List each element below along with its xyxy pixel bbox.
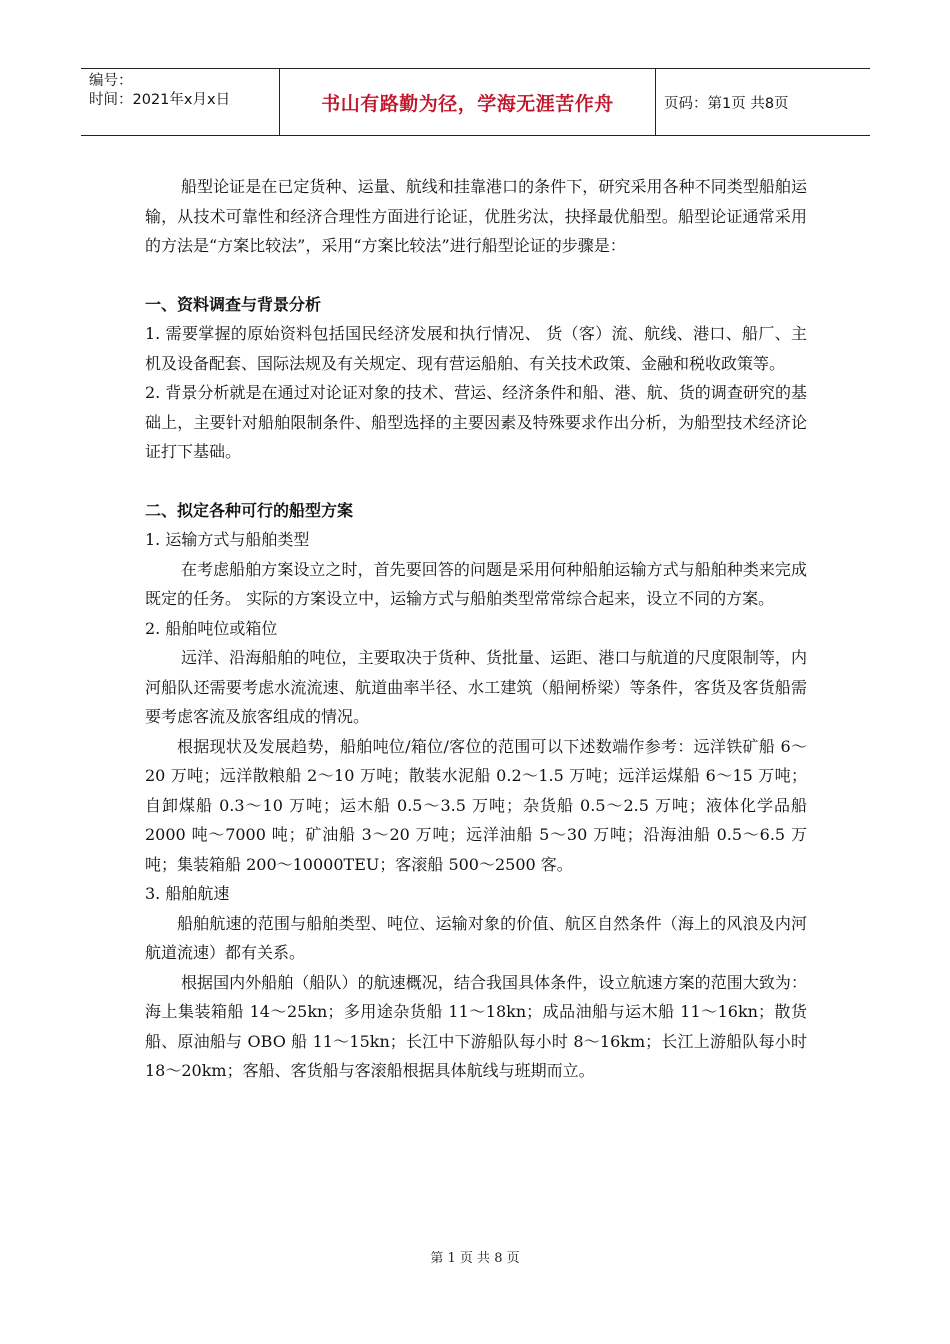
header-meta	[81, 69, 280, 135]
header-motto: 书山有路勤为径，学海无涯苦作舟	[280, 69, 656, 135]
subsection-speed-paragraph-2: 根据国内外船舶（船队）的航速概况，结合我国具体条件，设立航速方案的范围大致为：海上集装箱船 14～25kn；多用途杂货船 11～18kn；成品油船与运木船 11～16kn；散货船、原油船与 OBO 船 11～15kn；长江中下游船队每小时 8～16km；长江上游船队每小时 18～20km；客船、客货船与客滚船根据具体航线与班期而立。	[145, 972, 807, 1080]
subsection-speed-title: 3. 船舶航速	[145, 884, 230, 903]
section2-title: 二、拟定各种可行的船型方案	[145, 500, 354, 520]
number-label: 编号：	[89, 73, 133, 89]
document-body	[145, 172, 807, 1086]
document-header	[81, 68, 870, 136]
page-footer: 第 1 页 共 8 页	[430, 1251, 520, 1266]
section1-title: 一、资料调查与背景分析	[145, 294, 322, 314]
subsection-transport-title: 1. 运输方式与船舶类型	[145, 530, 310, 549]
subsection-speed-paragraph-1: 船舶航速的范围与船舶类型、吨位、运输对象的价值、航区自然条件（海上的风浪及内河航道流速）都有关系。	[145, 913, 807, 962]
subsection-tonnage-paragraph-1: 远洋、沿海船舶的吨位，主要取决于货种、货批量、运距、港口与航道的尺度限制等，内河船队还需要考虑水流流速、航道曲率半径、水工建筑（船闸桥梁）等条件，客货及客货船需要考虑客流及旅客组成的情况。	[145, 648, 807, 726]
subsection-tonnage-paragraph-2: 根据现状及发展趋势，船舶吨位/箱位/客位的范围可以下述数端作参考：远洋铁矿船 6～20 万吨；远洋散粮船 2～10 万吨；散装水泥船 0.2～1.5 万吨；远洋运煤船 6～15 万吨；自卸煤船 0.3～10 万吨；运木船 0.5～3.5 万吨；杂货船 0.5～2.5 万吨；液体化学品船 2000 吨～7000 吨；矿油船 3～20 万吨；远洋油船 5～30 万吨；沿海油船 0.5～6.5 万吨；集装箱船 200～10000TEU；客滚船 500～2500 客。	[145, 736, 807, 874]
header-page-info: 页码：第1页 共8页	[664, 95, 789, 112]
section1-paragraph-2: 2. 背景分析就是在通过对论证对象的技术、营运、经济条件和船、港、航、货的调查研究的基础上，主要针对船舶限制条件、船型选择的主要因素及特殊要求作出分析，为船型技术经济论证打下基础。	[145, 383, 807, 461]
subsection-tonnage-title: 2. 船舶吨位或箱位	[145, 618, 278, 638]
intro-paragraph: 船型论证是在已定货种、运量、航线和挂靠港口的条件下，研究采用各种不同类型船舶运输，从技术可靠性和经济合理性方面进行论证，优胜劣汰，抉择最优船型。船型论证通常采用的方法是“方案比较法”，采用“方案比较法”进行船型论证的步骤是：	[145, 177, 807, 255]
section1-paragraph-1: 1. 需要掌握的原始资料包括国民经济发展和执行情况、 货（客）流、航线、港口、船厂、主机及设备配套、国际法规及有关规定、现有营运船舶、有关技术政策、金融和税收政策等。	[145, 324, 807, 373]
time-label: 时间：2021年x月x日	[89, 92, 231, 108]
subsection-transport-paragraph: 在考虑船舶方案设立之时，首先要回答的问题是采用何种船舶运输方式与船舶种类来完成既定的任务。 实际的方案设立中，运输方式与船舶类型常常综合起来，设立不同的方案。	[145, 559, 807, 608]
